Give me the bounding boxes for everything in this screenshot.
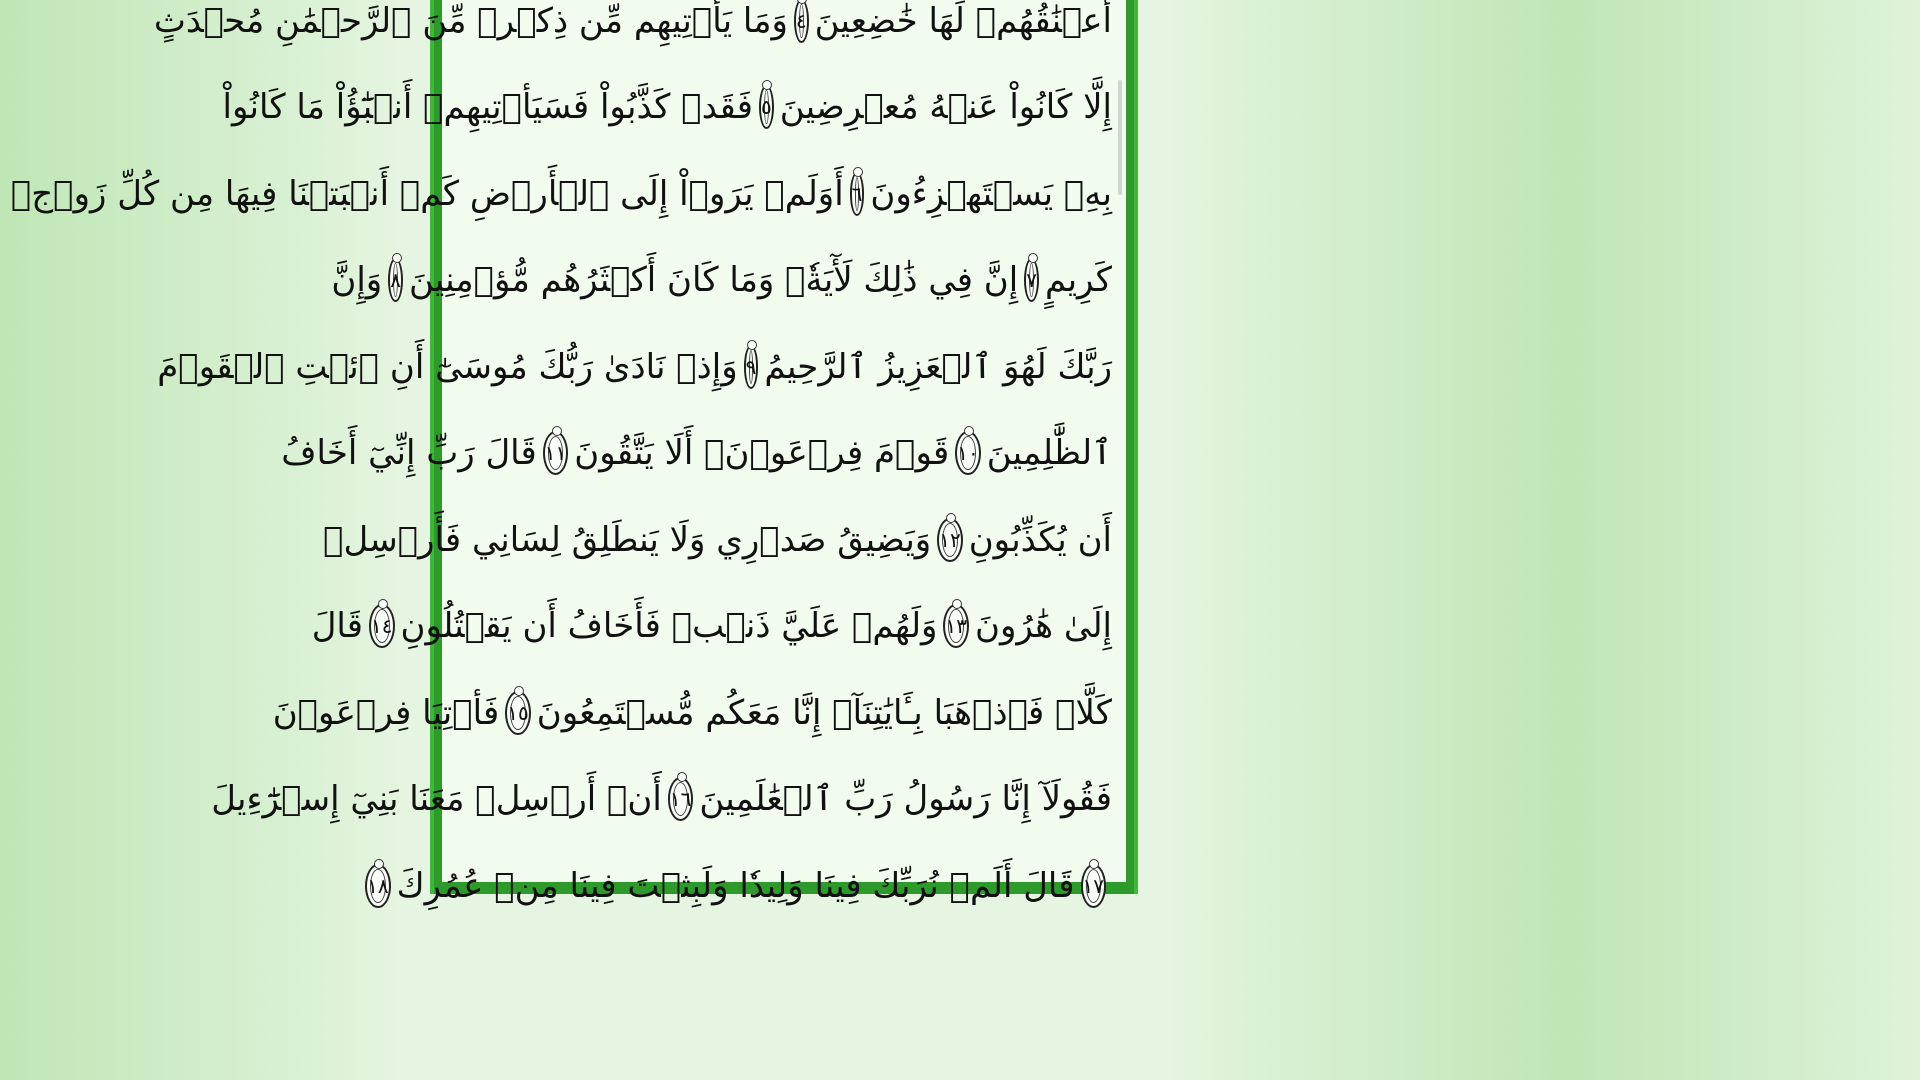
ayah-number: ٥ <box>761 95 772 119</box>
ayah-number-marker[interactable] <box>369 604 394 648</box>
ayah-number-marker[interactable] <box>943 604 968 648</box>
mushaf-line <box>367 843 1112 929</box>
mushaf-line <box>157 324 1112 410</box>
ayah-number: ١٧ <box>1082 874 1104 898</box>
ayah-number-marker[interactable] <box>505 691 530 735</box>
ayah-number: ١٠ <box>957 441 979 465</box>
verse-text: قَالَ رَبِّ إِنِّيٓ أَخَافُ <box>281 433 537 473</box>
ayah-number: ١١ <box>544 441 567 465</box>
ayah-number: ٤ <box>795 9 807 33</box>
verse-text: كَرِيمٍ <box>1044 260 1112 300</box>
ayah-number-marker[interactable] <box>937 518 962 562</box>
mushaf-line <box>323 497 1112 583</box>
verse-text: أَنۡ أَرۡسِلۡ مَعَنَا بَنِيٓ إِسۡرَٰٓءِيلَ <box>211 779 662 819</box>
ayah-number: ٨ <box>390 268 401 292</box>
verse-text: بِهِۦ يَسۡتَهۡزِءُونَ <box>870 174 1112 214</box>
verse-text: فَقُولَآ إِنَّا رَسُولُ رَبِّ ٱلۡعَٰلَمِينَ <box>699 779 1112 819</box>
ayah-number: ١٣ <box>945 614 967 638</box>
ayah-number: ١٢ <box>939 528 961 552</box>
ayah-number-marker[interactable] <box>794 0 809 43</box>
ayah-number-marker[interactable] <box>365 864 390 908</box>
ayah-number: ٦ <box>851 182 863 206</box>
verse-text: فَقَدۡ كَذَّبُواْ فَسَيَأۡتِيهِمۡ أَنۢبَٰٓؤُاْ مَا كَانُواْ <box>222 87 753 127</box>
scrollbar[interactable] <box>1118 80 1122 195</box>
mushaf-line <box>211 756 1112 842</box>
ayah-number-marker[interactable] <box>1081 864 1106 908</box>
ayah-number: ١٨ <box>367 874 389 898</box>
mushaf-line <box>272 670 1112 756</box>
mushaf-line <box>10 151 1112 237</box>
verse-text: ٱلظَّٰلِمِينَ <box>986 433 1112 473</box>
ayah-number-marker[interactable] <box>668 777 693 821</box>
verse-text: وَإِنَّ <box>331 260 383 300</box>
verse-text: قَالَ <box>311 606 364 646</box>
verse-text: قَوۡمَ فِرۡعَوۡنَۚ أَلَا يَتَّقُونَ <box>574 433 950 473</box>
ayah-number: ١٦ <box>669 787 692 811</box>
verse-text: أَن يُكَذِّبُونِ <box>968 520 1112 560</box>
verse-text: أَعۡنَٰقُهُمۡ لَهَا خَٰضِعِينَ <box>814 1 1112 41</box>
mushaf-line <box>222 64 1112 150</box>
verse-text: قَالَ أَلَمۡ نُرَبِّكَ فِينَا وَلِيدٗا وَلَبِثۡتَ فِينَا مِنۡ عُمُرِكَ <box>396 866 1075 906</box>
mushaf-line <box>153 0 1112 64</box>
ayah-number: ١٤ <box>371 614 393 638</box>
ayah-number-marker[interactable] <box>850 172 865 216</box>
verse-text: وَإِذۡ نَادَىٰ رَبُّكَ مُوسَىٰٓ أَنِ ٱئۡتِ ٱلۡقَوۡمَ <box>157 347 738 387</box>
ayah-number-marker[interactable] <box>388 258 403 302</box>
verse-text: وَلَهُمۡ عَلَيَّ ذَنۢبٞ فَأَخَافُ أَن يَقۡتُلُونِ <box>400 606 938 646</box>
mushaf-page[interactable] <box>10 0 1126 906</box>
ayah-number: ٩ <box>745 355 757 379</box>
verse-text: رَبَّكَ لَهُوَ ٱلۡعَزِيزُ ٱلرَّحِيمُ <box>764 347 1112 387</box>
ayah-number: ١٥ <box>507 701 529 725</box>
mushaf-line <box>281 410 1112 496</box>
verse-text: كَلَّاۖ فَٱذۡهَبَا بِـَٔايَٰتِنَآۖ إِنَّا مَعَكُم مُّسۡتَمِعُونَ <box>536 693 1112 733</box>
verse-text: إِلَّا كَانُواْ عَنۡهُ مُعۡرِضِينَ <box>779 87 1112 127</box>
ayah-number-marker[interactable] <box>955 431 980 475</box>
verse-text: وَمَا يَأۡتِيهِم مِّن ذِكۡرٖ مِّنَ ٱلرَّحۡمَٰنِ مُحۡدَثٍ <box>153 1 788 41</box>
verse-text: إِلَىٰ هَٰرُونَ <box>974 606 1112 646</box>
ayah-number-marker[interactable] <box>543 431 568 475</box>
mushaf-line <box>311 583 1112 669</box>
verse-text: أَوَلَمۡ يَرَوۡاْ إِلَى ٱلۡأَرۡضِ كَمۡ أَنۢبَتۡنَا فِيهَا مِن كُلِّ زَوۡجٖ <box>10 174 844 214</box>
verse-text: فَأۡتِيَا فِرۡعَوۡنَ <box>272 693 500 733</box>
mushaf-line <box>331 237 1112 323</box>
ayah-number-marker[interactable] <box>759 85 774 129</box>
ayah-number-marker[interactable] <box>744 345 759 389</box>
ayah-number-marker[interactable] <box>1024 258 1039 302</box>
ayah-number: ٧ <box>1026 268 1037 292</box>
verse-text: إِنَّ فِي ذَٰلِكَ لَأٓيَةٗۖ وَمَا كَانَ أَكۡثَرُهُم مُّؤۡمِنِينَ <box>408 260 1019 300</box>
text-lines <box>10 0 1112 906</box>
verse-text: وَيَضِيقُ صَدۡرِي وَلَا يَنطَلِقُ لِسَانِي فَأَرۡسِلۡ <box>323 520 932 560</box>
